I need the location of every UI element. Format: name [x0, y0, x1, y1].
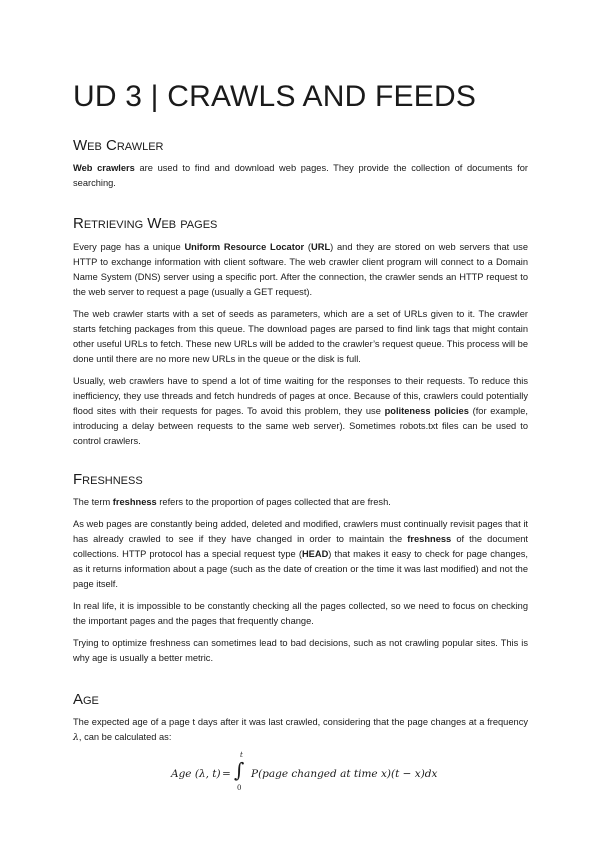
integral-lower-limit: 0	[237, 784, 242, 792]
text-run: ) and they are stored on web servers that use HTTP to exchange information with client software. The web crawler client program will connect to a Domain Name System (DNS) server using a specific port. After the connection, the crawler sends an HTTP request to the web server to request a page (usually a GET request).	[73, 242, 529, 297]
bold-term: freshness	[407, 534, 452, 544]
text-run: (	[304, 242, 312, 252]
paragraph-age	[73, 715, 528, 745]
heading-retrieving-web-pages: Retrieving Web pages	[73, 215, 218, 232]
paragraph-retrieving-2: The web crawler starts with a set of seeds as parameters, which are a set of URLs given to it. The crawler starts fetching packages from this queue. The download pages are parsed to find link tags that might contain other useful URLs to fetch. These new URLs will be added to the crawler’s request queue. This process will be done until there are no more new URLs in the queue or the disk is full.	[73, 309, 528, 364]
paragraph-freshness-3: In real life, it is impossible to be constantly checking all the pages collected, so we need to focus on checking the important pages and the pages that frequently change.	[73, 601, 528, 626]
formula-lhs: Age (λ, t)	[171, 768, 221, 780]
age-formula	[73, 751, 528, 795]
text-run: , can be calculated as:	[78, 732, 172, 742]
text-run: Usually, web crawlers have to spend a lot of time waiting for the responses to their requests. To reduce this inefficiency, they use threads and fetch hundreds of pages at once. Because of this, crawlers could potentially flood sites with their requests for pages. To avoid this problem, they use	[73, 376, 528, 416]
bold-term: Uniform Resource Locator	[184, 242, 305, 252]
paragraph-retrieving-3	[73, 374, 528, 449]
text-run: refers to the proportion of pages collected that are fresh.	[156, 497, 391, 507]
text-run: of the document collections. HTTP protocol has a special request type (	[73, 534, 529, 559]
integral-upper-limit: t	[240, 751, 243, 759]
formula-equals-sign: =	[222, 768, 231, 780]
bold-term: HEAD	[301, 549, 329, 559]
bold-term: URL	[311, 242, 331, 252]
text-run: As web pages are constantly being added, deleted and modified, crawlers must continually revisit pages that it has already crawled to see if they have changed in order to maintain the	[73, 519, 528, 544]
text-run: (for example, introducing a delay between requests to the same web server). Sometimes robots.txt files can be used to control crawlers.	[73, 406, 528, 446]
bold-term: Web crawlers	[73, 163, 135, 173]
heading-age: Age	[73, 691, 99, 708]
lambda-symbol: λ	[73, 732, 79, 743]
formula-integrand: P(page changed at time x)(t − x)dx	[251, 768, 438, 780]
paragraph-web-crawler	[73, 161, 528, 191]
text-run: ) that makes it easy to check for page changes, as it returns information about a page (such as the date of creation or the time it was last modified) and not the page itself.	[73, 549, 528, 589]
paragraph-freshness-2	[73, 517, 528, 592]
text-run: The expected age of a page t days after it was last crawled, considering that the page changes at a frequency	[73, 717, 528, 727]
paragraph-freshness-4: Trying to optimize freshness can sometimes lead to bad decisions, such as not crawling popular sites. This is why age is usually a better metric.	[73, 638, 528, 663]
text-run: Every page has a unique	[73, 242, 185, 252]
document-page	[73, 78, 528, 795]
integral-sign: ∫	[234, 758, 245, 782]
text-run: are used to find and download web pages. They provide the collection of documents for searching.	[73, 163, 528, 188]
paragraph-freshness-1	[73, 495, 528, 510]
heading-freshness: Freshness	[73, 471, 143, 488]
bold-term: politeness policies	[384, 406, 469, 416]
page-title: UD 3 | CRAWLS AND FEEDS	[73, 80, 477, 113]
heading-web-crawler: Web Crawler	[73, 137, 164, 154]
bold-term: freshness	[112, 497, 157, 507]
paragraph-retrieving-1	[73, 240, 528, 300]
text-run: The term	[73, 497, 113, 507]
